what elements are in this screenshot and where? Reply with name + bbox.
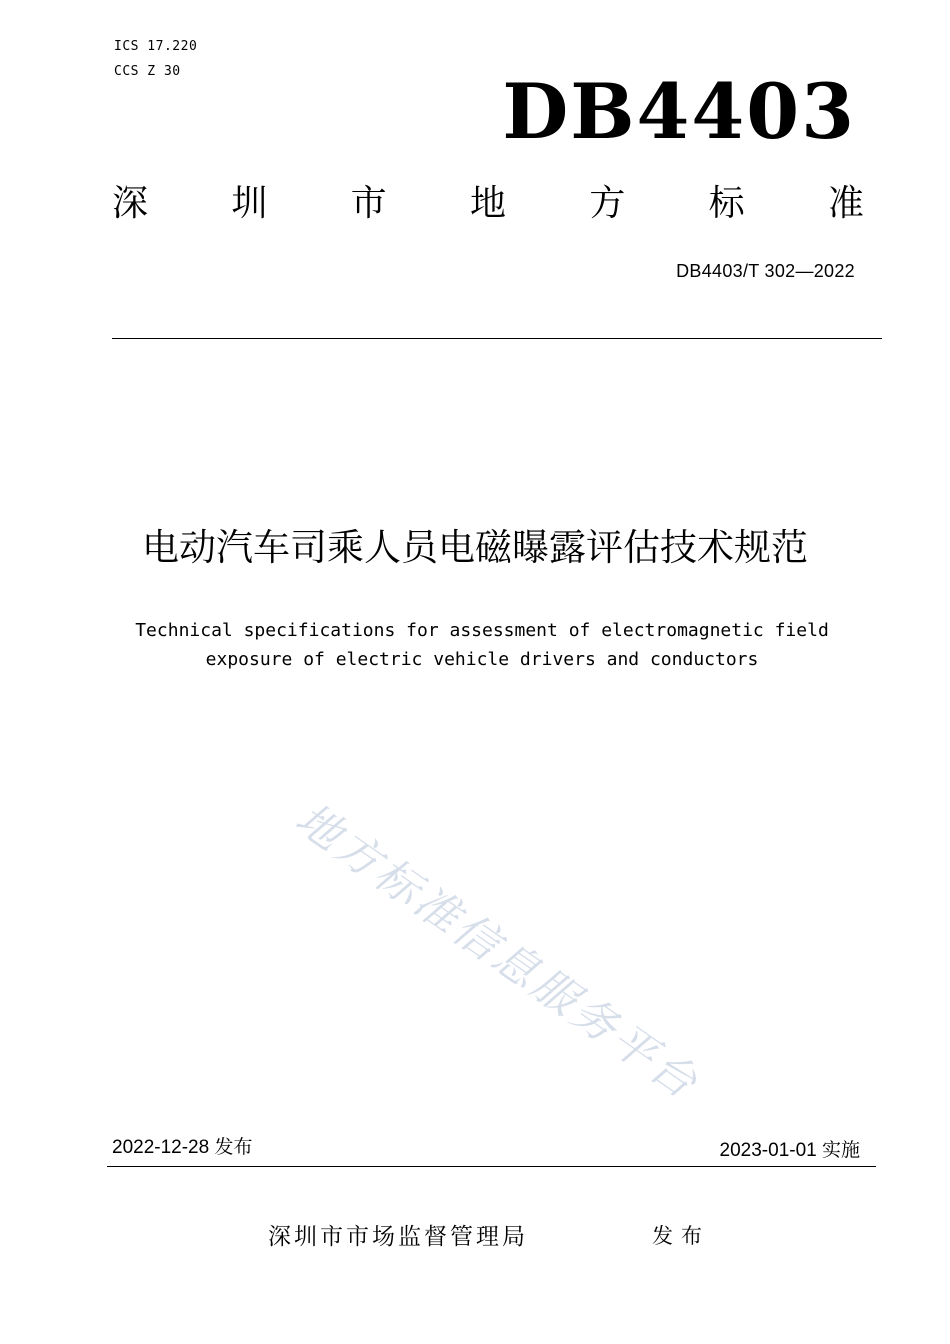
ics-code: ICS 17.220: [114, 39, 198, 54]
title-chinese: 电动汽车司乘人员电磁曝露评估技术规范: [142, 526, 808, 569]
standard-type-char: 深: [112, 183, 149, 224]
title-english: [0, 616, 950, 674]
issuer-action: 发布: [652, 1224, 710, 1248]
standard-type: [112, 183, 864, 224]
title-english-line-2: exposure of electric vehicle drivers and conductors: [205, 649, 759, 670]
standard-number: DB4403/T 302—2022: [676, 261, 855, 281]
top-divider: [112, 338, 882, 339]
issue-date: 2022-12-28 发布: [112, 1137, 253, 1158]
issuer-name: 深圳市市场监督管理局: [268, 1224, 528, 1250]
standard-type-char: 准: [827, 183, 864, 224]
standard-type-char: 标: [708, 183, 745, 224]
bottom-divider: [107, 1166, 876, 1167]
watermark: 地方标准信息服务平台: [286, 793, 709, 1111]
standard-type-char: 方: [589, 183, 626, 224]
standard-type-char: 地: [469, 183, 506, 224]
standard-type-char: 圳: [231, 183, 268, 224]
ccs-code: CCS Z 30: [114, 64, 181, 79]
standard-type-char: 市: [350, 183, 387, 224]
implementation-date: 2023-01-01 实施: [719, 1140, 860, 1161]
title-english-line-1: Technical specifications for assessment of electromagnetic field: [135, 620, 829, 641]
standard-code: DB4403: [502, 67, 856, 156]
